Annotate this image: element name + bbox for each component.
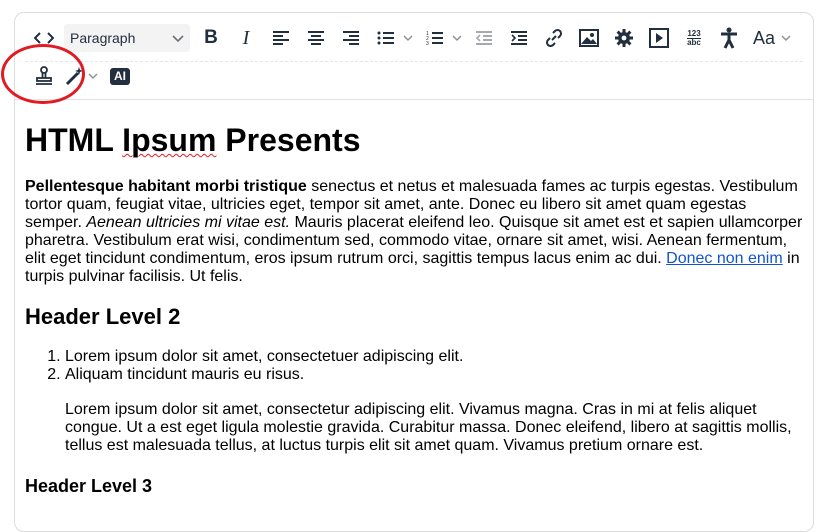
magic-wand-button[interactable] [64, 61, 86, 91]
source-code-icon [34, 31, 54, 45]
toolbar-row-2 [15, 60, 813, 92]
paragraph-text: Mauris placerat eleifend leo. Quisque sit amet est et sapien ullamcorper pharetra. Vestibulum erat wisi, condimentum sed, commodo vitae, ornare sit amet, wisi. Aenean fermentum, elit eget tincidunt condimentum, eros ipsum rutrum orci, sagittis tempus lacus enim ac dui. [25, 214, 803, 267]
chevron-down-icon[interactable] [401, 23, 415, 53]
heading-1: HTML Ipsum Presents [25, 122, 361, 158]
gear-icon [614, 28, 634, 48]
align-right-icon [342, 30, 360, 46]
source-code-button[interactable] [29, 23, 59, 53]
svg-text:2: 2 [426, 36, 429, 42]
paragraph-text: senectus et netus et malesuada fames ac turpis egestas. Vestibulum tortor quam, feugiat vitae, ultricies eget, tempor sit amet, ante. Donec eu libero sit amet quam egestas semper. [25, 178, 798, 231]
italic-text: Aenean ultricies mi vitae est. [86, 214, 291, 231]
svg-text:3: 3 [426, 41, 429, 46]
word-count-top-label: 123 [687, 28, 701, 38]
link-donec-non-enim[interactable]: Donec non enim [666, 250, 783, 267]
magic-wand-split-button[interactable] [64, 61, 100, 91]
numbered-list-icon [426, 30, 444, 46]
chevron-down-icon[interactable] [450, 23, 464, 53]
italic-button[interactable] [231, 23, 261, 53]
indent-button[interactable] [504, 23, 534, 53]
rich-text-editor [14, 12, 814, 532]
settings-button[interactable] [609, 23, 639, 53]
link-icon [544, 28, 564, 48]
chevron-down-icon[interactable] [779, 23, 793, 53]
paragraph-2: Lorem ipsum dolor sit amet, consectetur adipiscing elit. Vivamus magna. Cras in mi at felis aliquet congue. Ut a est eget ligula molestie gravida. Curabitur massa. Donec eleifend, libero at sagittis mollis, tellus est malesuada tellus, at luctus turpis elit sit amet quam. Vivamus pretium ornare est. [65, 401, 792, 454]
bullet-list-icon [377, 30, 395, 46]
outdent-icon [475, 30, 493, 46]
chevron-down-icon[interactable] [86, 61, 100, 91]
media-button[interactable] [644, 23, 674, 53]
word-count-icon [687, 30, 701, 47]
align-center-button[interactable] [301, 23, 331, 53]
word-count-button[interactable] [679, 23, 709, 53]
svg-text:1: 1 [426, 31, 429, 37]
italic-icon: I [242, 26, 250, 49]
toolbar-row-1 [15, 21, 813, 55]
bold-button[interactable] [196, 23, 226, 53]
align-right-button[interactable] [336, 23, 366, 53]
magic-wand-icon [65, 66, 85, 86]
paragraph-1 [25, 178, 803, 286]
outdent-button[interactable] [469, 23, 499, 53]
link-button[interactable] [539, 23, 569, 53]
font-size-split-button[interactable] [749, 23, 793, 53]
align-center-icon [307, 30, 325, 46]
ai-button[interactable] [105, 61, 135, 91]
heading-2: Header Level 2 [25, 304, 181, 329]
font-size-icon: Aa [752, 27, 776, 48]
align-left-icon [272, 30, 290, 46]
ai-icon: AI [110, 68, 130, 85]
heading-3: Header Level 3 [25, 476, 153, 496]
stamp-button[interactable] [29, 61, 59, 91]
align-left-button[interactable] [266, 23, 296, 53]
accessibility-button[interactable] [714, 23, 744, 53]
stamp-icon [34, 66, 54, 86]
spellcheck-word: Ipsum [122, 122, 217, 158]
numbered-list-button[interactable] [420, 23, 450, 53]
list-item: 2. Aliquam tincidunt mauris eu risus. [65, 366, 803, 384]
image-icon [579, 29, 599, 47]
chevron-down-icon [172, 30, 184, 46]
font-size-button[interactable] [749, 23, 779, 53]
accessibility-icon [719, 27, 739, 49]
bullet-list-button[interactable] [371, 23, 401, 53]
ordered-list [25, 348, 803, 384]
bold-text: Pellentesque habitant morbi tristique [25, 178, 307, 195]
bullet-list-split-button[interactable] [371, 23, 415, 53]
block-format-value: Paragraph [70, 30, 136, 46]
block-format-select[interactable] [64, 24, 190, 52]
bold-icon: B [204, 27, 218, 48]
word-count-bottom-label: abc [687, 37, 701, 47]
editor-content[interactable] [15, 100, 813, 497]
paragraph-text: in turpis pulvinar facilisis. Ut felis. [25, 250, 800, 285]
list-item: 1. Lorem ipsum dolor sit amet, consectetuer adipiscing elit. [65, 348, 803, 366]
indent-icon [510, 30, 528, 46]
image-button[interactable] [574, 23, 604, 53]
numbered-list-split-button[interactable] [420, 23, 464, 53]
media-icon [649, 28, 669, 48]
editor-toolbar [15, 13, 813, 100]
